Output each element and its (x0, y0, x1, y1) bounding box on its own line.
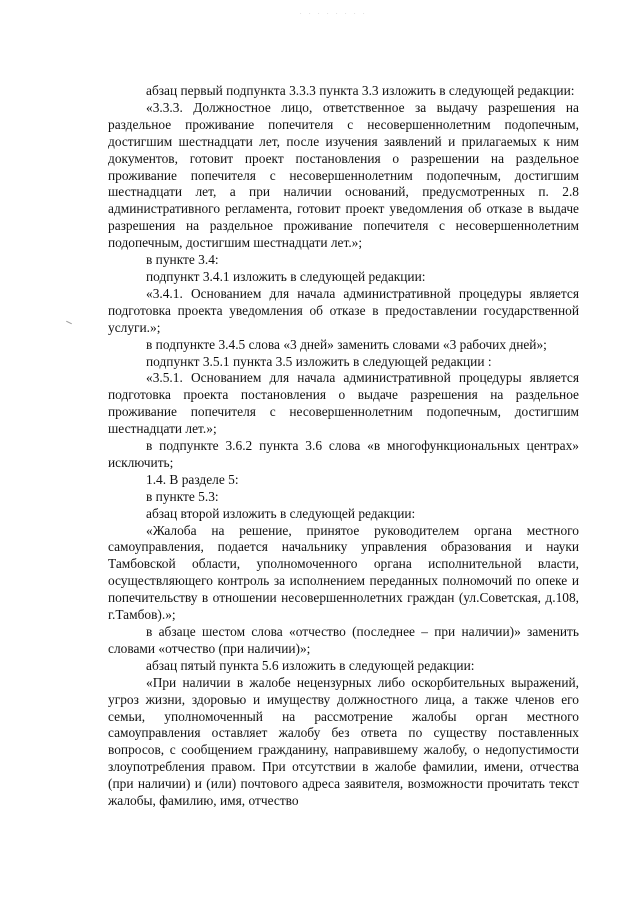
paragraph-8: «3.5.1. Основанием для начала административной процедуры является подготовка проекта постановления о выдаче разрешения на раздельное проживание попечителя с несовершеннолетним подопечным, достигшим шестнадцати лет.»; (108, 370, 579, 437)
paragraph-16: «При наличии в жалобе нецензурных либо оскорбительных выражений, угроз жизни, здоровью и имуществу должностного лица, а также членов его семьи, уполномоченный на рассмотрение жалобы орган местного самоуправления оставляет жалобу без ответа по существу поставленных вопросов, с сообщением гражданину, направившему жалобу, о недопустимости злоупотребления правом. При отсутствии в жалобе фамилии, имени, отчества (при наличии) и (или) почтового адреса заявителя, возможности прочитать текст жалобы, фамилию, имя, отчество (108, 674, 579, 809)
header-mark: . . . . . . . . (300, 10, 368, 16)
paragraph-1: абзац первый подпункта 3.3.3 пункта 3.3 изложить в следующей редакции: (146, 83, 575, 98)
document-body (108, 83, 579, 810)
paragraph-14: в абзаце шестом слова «отчество (последнее – при наличии)» заменить словами «отчество (при наличии)»; (108, 624, 579, 656)
paragraph-4: подпункт 3.4.1 изложить в следующей редакции: (146, 268, 426, 284)
paragraph-7: подпункт 3.5.1 пункта 3.5 изложить в следующей редакции : (146, 353, 492, 369)
paragraph-12: абзац второй изложить в следующей редакции: (146, 505, 416, 521)
paragraph-3: в пункте 3.4: (146, 252, 219, 268)
paragraph-15: абзац пятый пункта 5.6 изложить в следующей редакции: (146, 657, 475, 673)
paragraph-5: «3.4.1. Основанием для начала административной процедуры является подготовка проекта уведомления об отказе в предоставлении государственной услуги.»; (108, 285, 579, 335)
paragraph-9: в подпункте 3.6.2 пункта 3.6 слова «в многофункциональных центрах» исключить; (108, 438, 579, 470)
paragraph-2: «3.3.3. Должностное лицо, ответственное за выдачу разрешения на раздельное проживание попечителя с несовершеннолетним подопечным, достигшим шестнадцати лет, после изучения заявлений и прилагаемых к ним документов, готовит проект постановления о разрешении на раздельное проживание попечителя с несовершеннолетним подопечным, достигшим шестнадцати лет, а при наличии оснований, предусмотренных п. 2.8 административного регламента, готовит проект уведомления об отказе в выдаче разрешения на раздельное проживание попечителя с несовершеннолетним подопечным, достигшим шестнадцати лет.»; (108, 99, 579, 251)
margin-mark (66, 321, 72, 324)
paragraph-13: «Жалоба на решение, принятое руководителем органа местного самоуправления, подается начальнику управления образования и науки Тамбовской области, уполномоченного органа исполнительной власти, осуществляющего контроль за исполнением переданных полномочий по опеке и попечительству в отношении несовершеннолетних граждан (ул.Советская, д.108, г.Тамбов).»; (108, 522, 579, 623)
paragraph-6: в подпункте 3.4.5 слова «3 дней» заменить словами «3 рабочих дней»; (146, 336, 547, 352)
paragraph-11: в пункте 5.3: (146, 488, 219, 504)
paragraph-10: 1.4. В разделе 5: (146, 471, 239, 487)
